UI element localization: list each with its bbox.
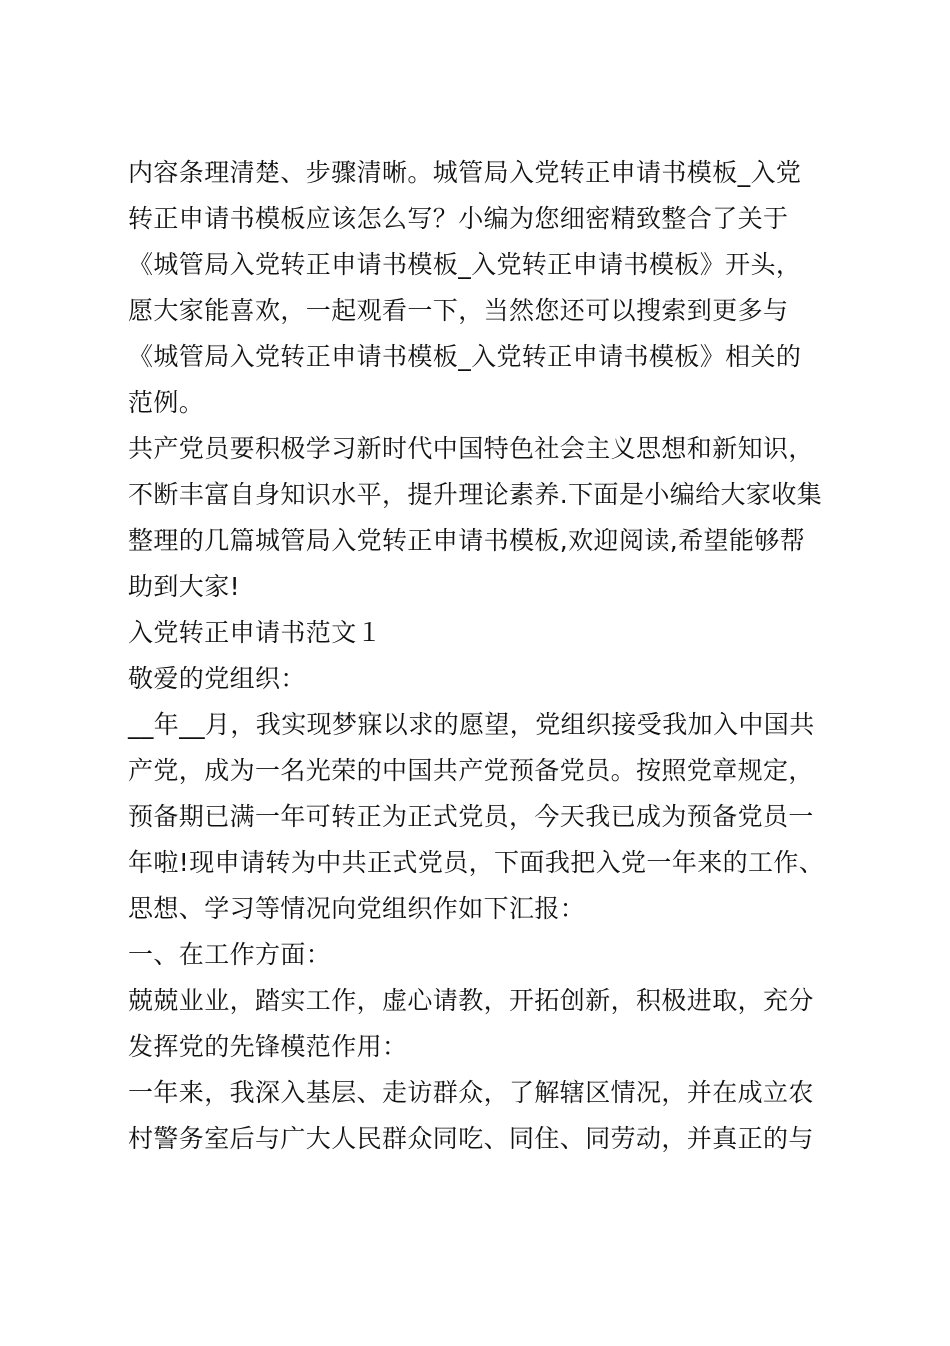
text-line: 兢兢业业，踏实工作，虚心请教，开拓创新，积极进取，充分 xyxy=(128,986,814,1015)
text-line: 助到大家! xyxy=(128,572,241,601)
text-line: 共产党员要积极学习新时代中国特色社会主义思想和新知识， xyxy=(128,434,814,463)
text-line: 《城管局入党转正申请书模板_入党转正申请书模板》开头， xyxy=(128,250,802,279)
text-line: 《城管局入党转正申请书模板_入党转正申请书模板》相关的 xyxy=(128,342,802,371)
text-line: 愿大家能喜欢，一起观看一下，当然您还可以搜索到更多与 xyxy=(128,296,789,325)
text-line: 发挥党的先锋模范作用： xyxy=(128,1032,408,1061)
section-title: 入党转正申请书范文１ xyxy=(128,618,383,647)
text-line: 预备期已满一年可转正为正式党员，今天我已成为预备党员一 xyxy=(128,802,814,831)
text-line: 思想、学习等情况向党组织作如下汇报： xyxy=(128,894,586,923)
text-line: 不断丰富自身知识水平，提升理论素养.下面是小编给大家收集 xyxy=(128,480,823,509)
text-line: 产党，成为一名光荣的中国共产党预备党员。按照党章规定， xyxy=(128,756,814,785)
text-line: 整理的几篇城管局入党转正申请书模板,欢迎阅读,希望能够帮 xyxy=(128,526,806,555)
document-body xyxy=(128,150,828,1162)
text-line: __年__月，我实现梦寐以求的愿望，党组织接受我加入中国共 xyxy=(128,710,815,739)
text-line: 村警务室后与广大人民群众同吃、同住、同劳动，并真正的与 xyxy=(128,1124,814,1153)
text-line: 年啦!现申请转为中共正式党员，下面我把入党一年来的工作、 xyxy=(128,848,825,877)
text-line: 转正申请书模板应该怎么写？小编为您细密精致整合了关于 xyxy=(128,204,789,233)
text-line: 内容条理清楚、步骤清晰。城管局入党转正申请书模板_入党 xyxy=(128,158,802,187)
text-line: 一年来，我深入基层、走访群众，了解辖区情况，并在成立农 xyxy=(128,1078,814,1107)
subheading: 一、在工作方面： xyxy=(128,940,332,969)
salutation: 敬爱的党组织： xyxy=(128,664,306,693)
text-line: 范例。 xyxy=(128,388,205,417)
